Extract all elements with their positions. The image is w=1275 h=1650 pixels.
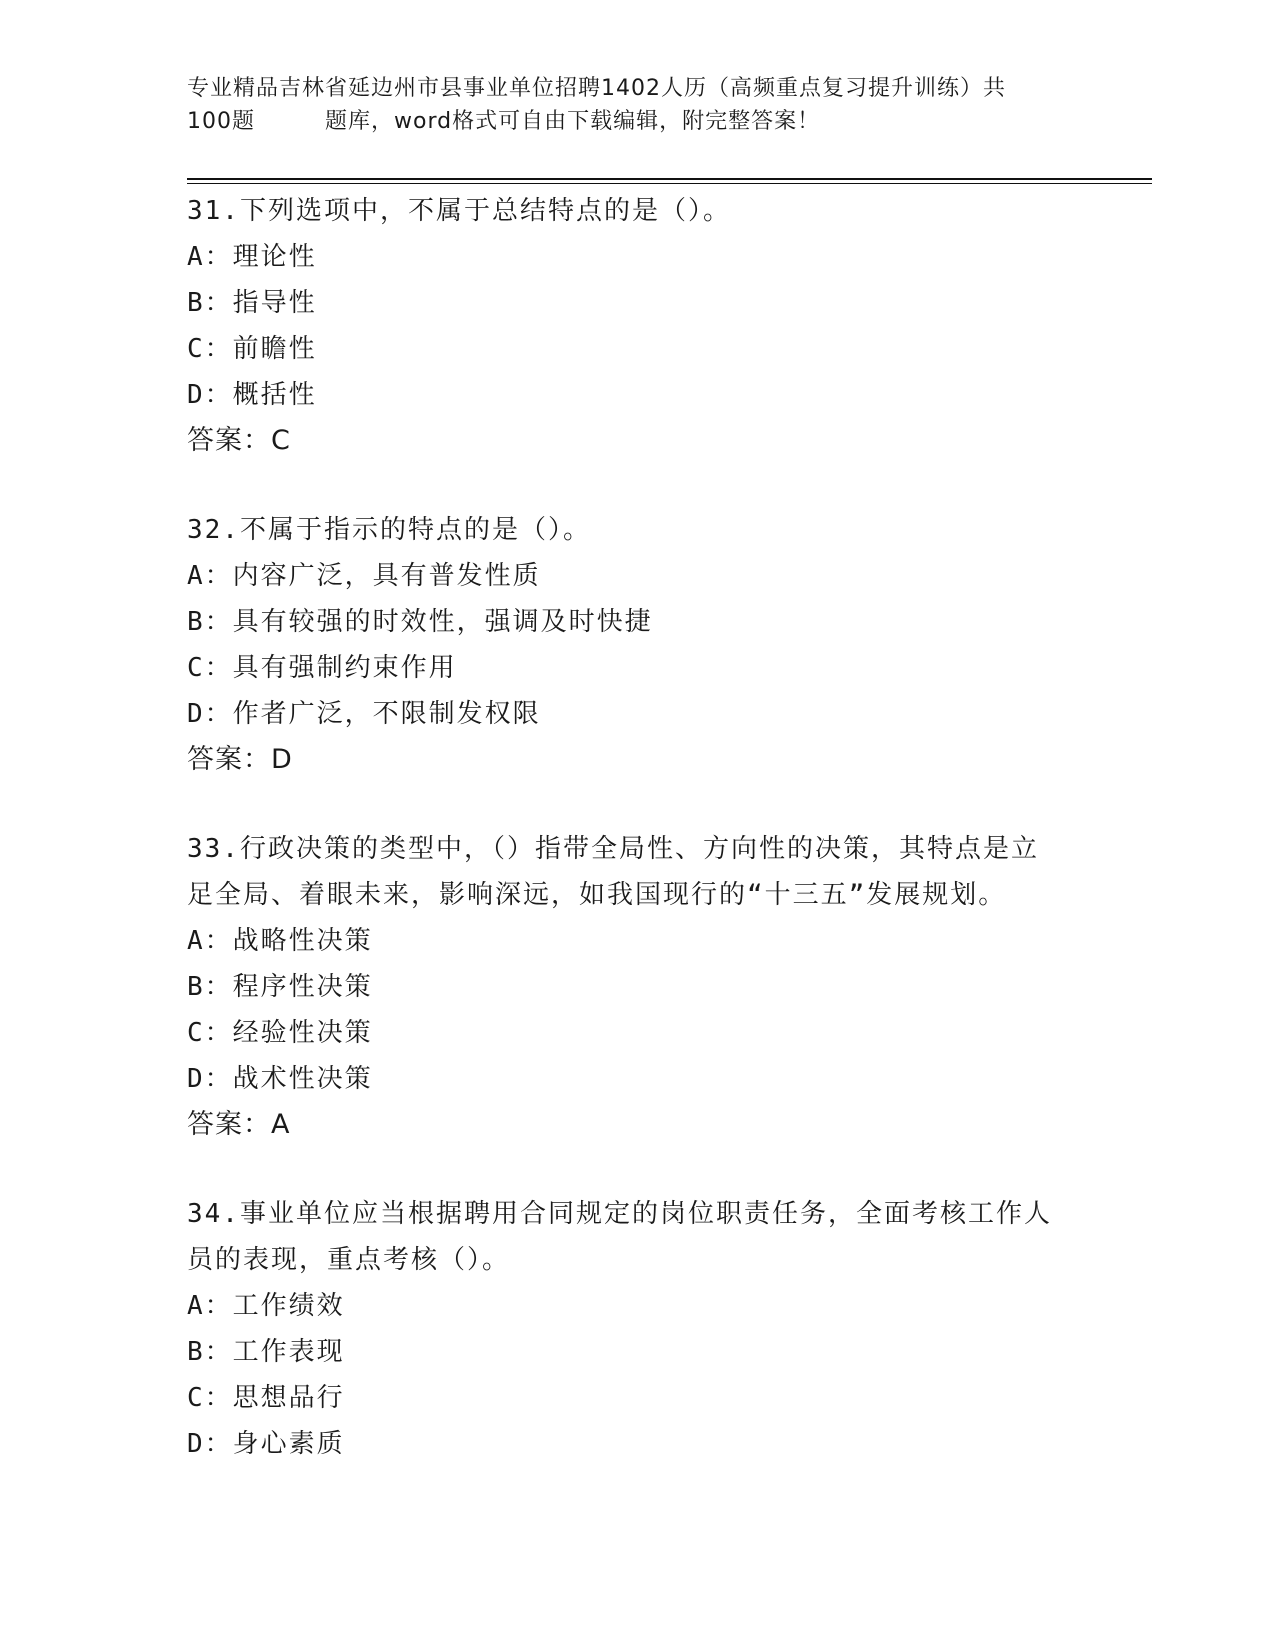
- question-33: [187, 826, 1147, 1148]
- option-a: A：理论性: [187, 242, 317, 272]
- question-32: [187, 507, 1147, 783]
- header-line-1: 专业精品吉林省延边州市县事业单位招聘1402人历（高频重点复习提升训练）共: [187, 76, 1006, 101]
- header-divider-thin: [187, 183, 1152, 184]
- question-text-line-1: 34.事业单位应当根据聘用合同规定的岗位职责任务，全面考核工作人: [187, 1199, 1052, 1229]
- option-d: D：身心素质: [187, 1429, 345, 1459]
- document-header: [187, 72, 1087, 138]
- option-d: D：作者广泛，不限制发权限: [187, 699, 541, 729]
- question-text-line-2: 足全局、着眼未来，影响深远，如我国现行的“十三五”发展规划。: [187, 880, 1007, 910]
- question-text-line-2: 员的表现，重点考核（）。: [187, 1245, 511, 1275]
- option-d: D：战术性决策: [187, 1064, 373, 1094]
- header-question-count: 100题: [187, 109, 255, 134]
- header-line-2: [187, 105, 1087, 138]
- option-a: A：战略性决策: [187, 926, 373, 956]
- option-b: B：工作表现: [187, 1337, 345, 1367]
- option-d: D：概括性: [187, 380, 317, 410]
- option-b: B：指导性: [187, 288, 317, 318]
- option-c: C：具有强制约束作用: [187, 653, 457, 683]
- answer: 答案：C: [187, 425, 291, 456]
- option-a: A：内容广泛，具有普发性质: [187, 561, 541, 591]
- header-divider-thick: [187, 178, 1152, 180]
- option-b: B：具有较强的时效性，强调及时快捷: [187, 607, 653, 637]
- answer: 答案：D: [187, 744, 293, 775]
- question-34: [187, 1191, 1147, 1467]
- header-description: 题库，word格式可自由下载编辑，附完整答案！: [325, 109, 821, 134]
- option-a: A：工作绩效: [187, 1291, 345, 1321]
- option-c: C：思想品行: [187, 1383, 345, 1413]
- question-31: [187, 188, 1147, 464]
- option-b: B：程序性决策: [187, 972, 373, 1002]
- option-c: C：前瞻性: [187, 334, 317, 364]
- question-list: [187, 188, 1147, 1510]
- question-text: 32.不属于指示的特点的是（）。: [187, 515, 591, 545]
- option-c: C：经验性决策: [187, 1018, 373, 1048]
- question-text: 31.下列选项中，不属于总结特点的是（）。: [187, 196, 731, 226]
- answer: 答案：A: [187, 1109, 291, 1140]
- question-text-line-1: 33.行政决策的类型中，（）指带全局性、方向性的决策，其特点是立: [187, 834, 1039, 864]
